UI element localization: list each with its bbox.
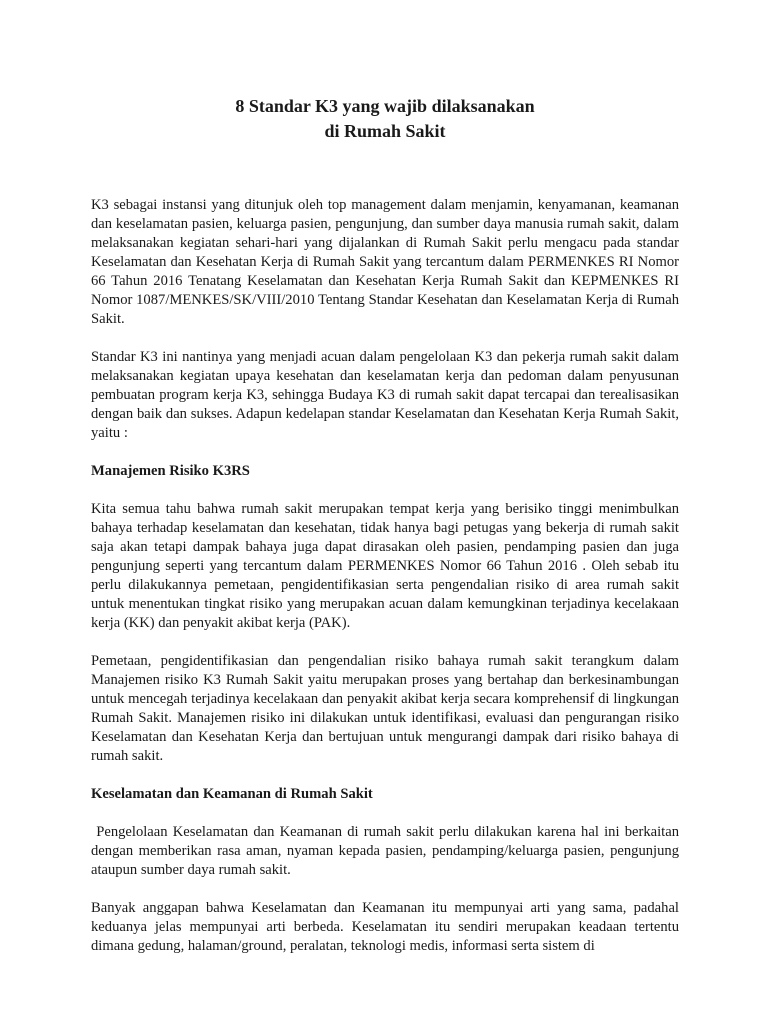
safety-paragraph-2: Banyak anggapan bahwa Keselamatan dan Keamanan itu mempunyai arti yang sama, padahal keduanya jelas mempunyai arti berbeda. Keselamatan itu sendiri merupakan keadaan tertentu dimana gedung, halaman/ground, peralatan, teknologi medis, informasi serta sistem di [91, 900, 679, 954]
document-title [91, 94, 679, 144]
section-heading-safety-security: Keselamatan dan Keamanan di Rumah Sakit [91, 786, 373, 802]
intro-paragraph-2: Standar K3 ini nantinya yang menjadi acuan dalam pengelolaan K3 dan pekerja rumah sakit dalam melaksanakan kegiatan upaya kesehatan dan keselamatan kerja dan pedoman dalam penyusunan pembuatan program kerja K3, sehingga Budaya K3 di rumah sakit dapat tercapai dan terealisasikan dengan baik dan sukses. Adapun kedelapan standar Keselamatan dan Kesehatan Kerja Rumah Sakit, yaitu : [91, 349, 679, 441]
risk-paragraph-1: Kita semua tahu bahwa rumah sakit merupakan tempat kerja yang berisiko tinggi menimbulkan bahaya terhadap keselamatan dan kesehatan, tidak hanya bagi petugas yang bekerja di rumah sakit saja akan tetapi dampak bahaya juga dapat dirasakan oleh pasien, pendamping pasien dan juga pengunjung seperti yang tercantum dalam PERMENKES Nomor 66 Tahun 2016 . Oleh sebab itu perlu dilakukannya pemetaan, pengidentifikasian serta pengendalian risiko di area rumah sakit untuk menentukan tingkat risiko yang merupakan acuan dalam kemungkinan terjadinya kecelakaan kerja (KK) dan penyakit akibat kerja (PAK). [91, 501, 679, 631]
title-line-1: 8 Standar K3 yang wajib dilaksanakan [235, 96, 535, 116]
document-page [91, 94, 683, 956]
section-heading-risk-management: Manajemen Risiko K3RS [91, 463, 250, 479]
title-line-2: di Rumah Sakit [324, 121, 446, 141]
intro-paragraph-1: K3 sebagai instansi yang ditunjuk oleh top management dalam menjamin, kenyamanan, keamanan dan keselamatan pasien, keluarga pasien, pengunjung, dan sumber daya manusia rumah sakit, dalam melaksanakan kegiatan sehari-hari yang dijalankan di Rumah Sakit perlu mengacu pada standar Keselamatan dan Kesehatan Kerja di Rumah Sakit yang tercantum dalam PERMENKES RI Nomor 66 Tahun 2016 Tenatang Keselamatan dan Kesehatan Kerja Rumah Sakit dan KEPMENKES RI Nomor 1087/MENKES/SK/VIII/2010 Tentang Standar Kesehatan dan Keselamatan Kerja di Rumah Sakit. [91, 197, 679, 327]
safety-paragraph-1: Pengelolaan Keselamatan dan Keamanan di rumah sakit perlu dilakukan karena hal ini berkaitan dengan memberikan rasa aman, nyaman kepada pasien, pendamping/keluarga pasien, pengunjung ataupun sumber daya rumah sakit. [91, 824, 683, 878]
risk-paragraph-2: Pemetaan, pengidentifikasian dan pengendalian risiko bahaya rumah sakit terangkum dalam Manajemen risiko K3 Rumah Sakit yaitu merupakan proses yang bertahap dan berkesinambungan untuk mencegah terjadinya kecelakaan dan penyakit akibat kerja secara komprehensif di lingkungan Rumah Sakit. Manajemen risiko ini dilakukan untuk identifikasi, evaluasi dan pengurangan risiko Keselamatan dan Kesehatan Kerja dan bertujuan untuk mengurangi dampak dari risiko bahaya di rumah sakit. [91, 653, 679, 764]
